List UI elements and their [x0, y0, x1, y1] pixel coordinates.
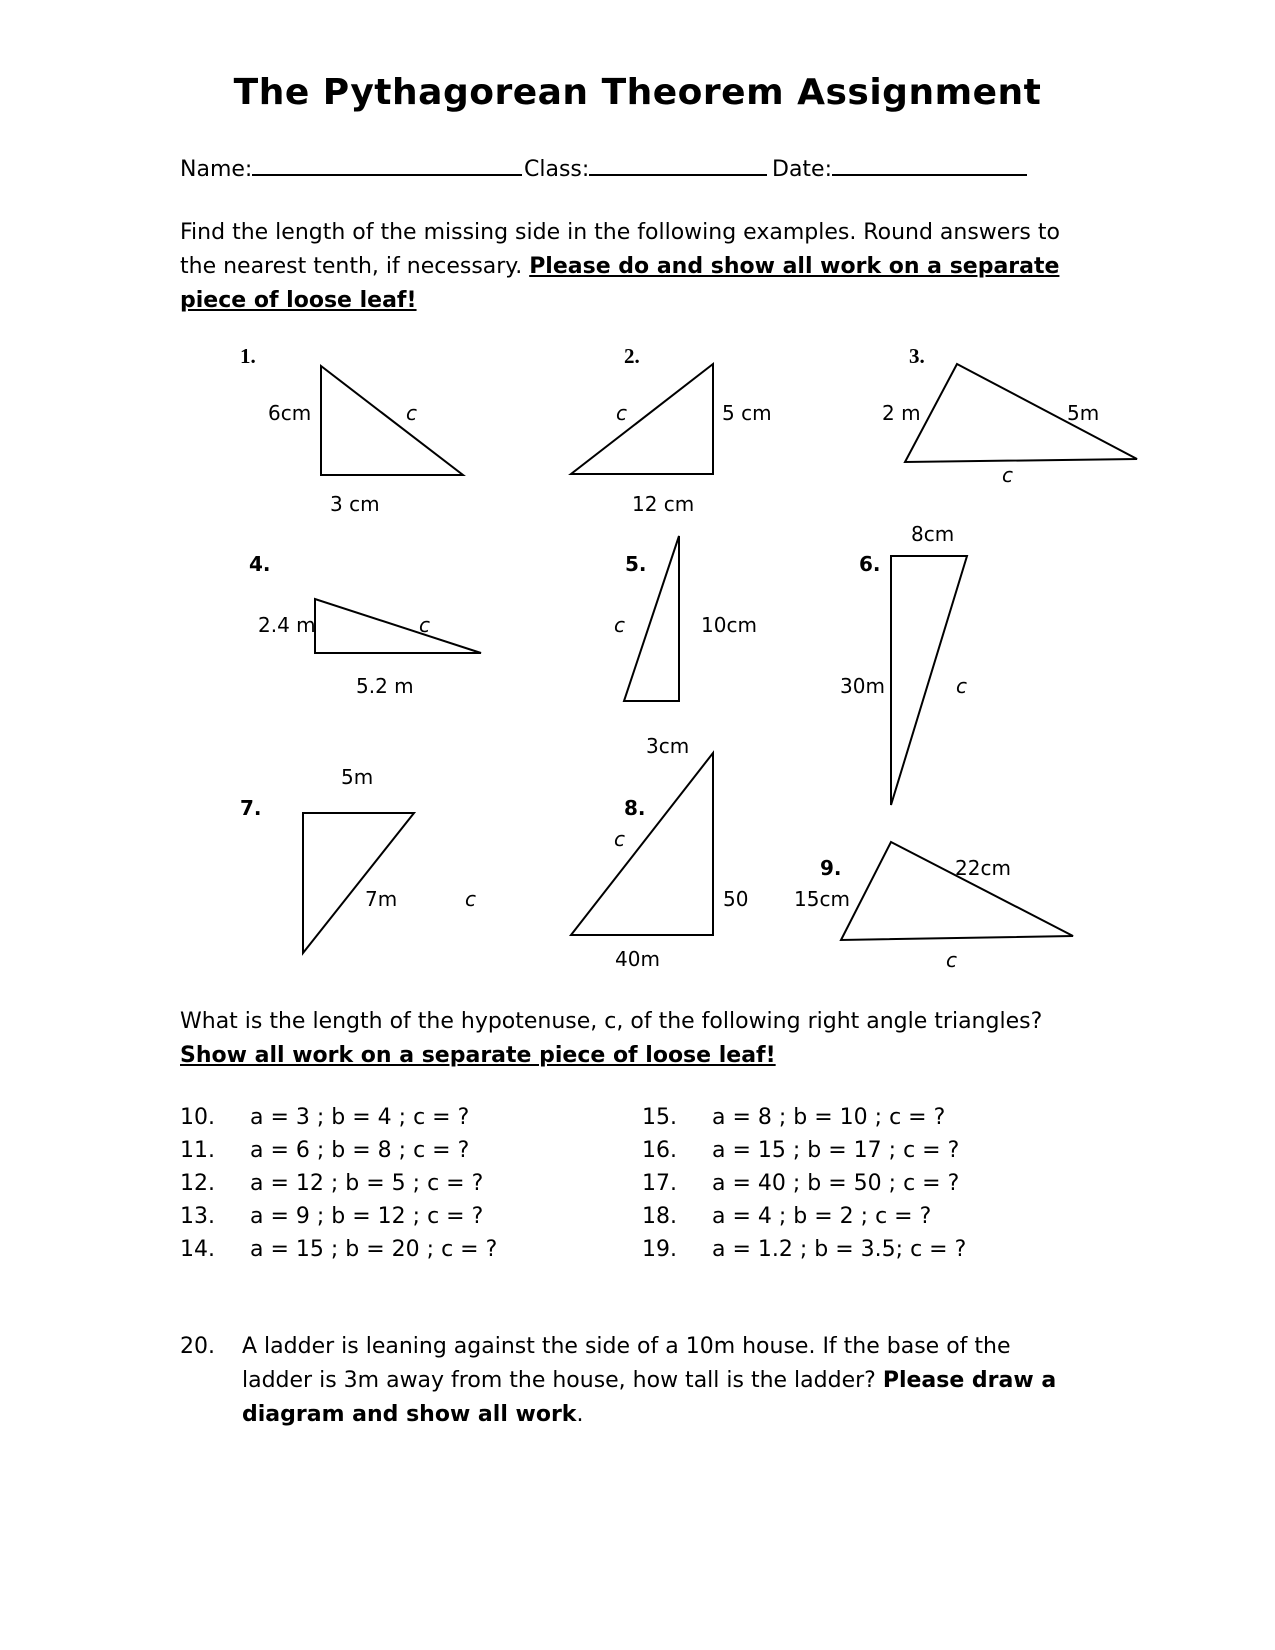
- triangle-5-hypotenuse: c: [614, 613, 625, 637]
- question-text: a = 12 ; b = 5 ; c = ?: [250, 1171, 484, 1196]
- triangle-2-side-b: 12 cm: [632, 492, 695, 516]
- question-number: 17.: [642, 1171, 677, 1196]
- triangle-1-side-b: 3 cm: [330, 492, 380, 516]
- triangle-2-side-a: 5 cm: [722, 401, 772, 425]
- class-label: Class:: [524, 157, 590, 182]
- triangle-3-side-c: c: [1002, 463, 1013, 487]
- question-number: 13.: [180, 1204, 215, 1229]
- word-problem-body: [242, 1330, 1060, 1432]
- triangle-6-side-b: 30m: [840, 674, 885, 698]
- triangle-9-side-a: 15cm: [794, 887, 850, 911]
- instructions-emphasis: Please do and show all work on a separate piece of loose leaf!: [180, 254, 1060, 313]
- question-number: 16.: [642, 1138, 677, 1163]
- triangle-5-side-a: 10cm: [701, 613, 757, 637]
- question-number: 11.: [180, 1138, 215, 1163]
- triangle-4-side-b: 5.2 m: [356, 674, 414, 698]
- triangle-9: [794, 842, 1073, 972]
- triangle-3-side-b: 5m: [1067, 401, 1100, 425]
- triangle-9-side-c: c: [946, 948, 957, 972]
- question-text: a = 9 ; b = 12 ; c = ?: [250, 1204, 484, 1229]
- question-number: 20.: [180, 1334, 215, 1359]
- triangle-8-number: 8.: [624, 796, 646, 820]
- triangle-5-side-b: 3cm: [646, 734, 690, 758]
- word-problem-emphasis: Please draw a diagram and show all work: [242, 1368, 1057, 1427]
- triangle-2: [571, 344, 772, 516]
- triangle-7-side-c: c: [465, 887, 476, 911]
- word-problem-text: A ladder is leaning against the side of a 10m house. If the base of the ladder is 3m away from the house, how tall is the ladder?: [242, 1334, 1011, 1393]
- name-label: Name:: [180, 157, 253, 182]
- triangle-6: [840, 522, 967, 805]
- question-number: 19.: [642, 1237, 677, 1262]
- triangle-2-shape: [571, 364, 713, 474]
- triangle-8-hypotenuse: c: [614, 827, 625, 851]
- triangle-1-number: 1.: [240, 344, 256, 368]
- hypotenuse-text: What is the length of the hypotenuse, c, of the following right angle triangles?: [180, 1009, 1043, 1034]
- page-title: The Pythagorean Theorem Assignment: [233, 72, 1042, 113]
- triangle-4: [249, 552, 481, 698]
- hypotenuse-emphasis: Show all work on a separate piece of loose leaf!: [180, 1043, 776, 1068]
- triangle-8-side-a: 50: [723, 887, 749, 911]
- triangle-2-hypotenuse: c: [616, 401, 627, 425]
- triangle-7-side-a: 5m: [341, 765, 374, 789]
- triangle-5: [614, 536, 757, 758]
- question-text: a = 15 ; b = 20 ; c = ?: [250, 1237, 498, 1262]
- question-text: a = 8 ; b = 10 ; c = ?: [712, 1105, 946, 1130]
- triangle-6-number: 6.: [859, 552, 881, 576]
- question-text: a = 40 ; b = 50 ; c = ?: [712, 1171, 960, 1196]
- triangle-3-shape: [905, 364, 1137, 462]
- question-text: a = 3 ; b = 4 ; c = ?: [250, 1105, 470, 1130]
- triangle-7: [240, 765, 476, 953]
- triangle-6-side-a: 8cm: [911, 522, 955, 546]
- word-problem-end: .: [576, 1402, 584, 1427]
- triangle-4-side-a: 2.4 m: [258, 613, 316, 637]
- hypotenuse-instructions: [180, 1005, 1060, 1073]
- triangle-3-side-a: 2 m: [882, 401, 921, 425]
- triangle-7-number: 7.: [240, 796, 262, 820]
- question-number: 15.: [642, 1105, 677, 1130]
- triangle-8-shape: [571, 753, 713, 935]
- question-20: [180, 1330, 1060, 1432]
- triangle-1-side-a: 6cm: [268, 401, 312, 425]
- triangle-9-number: 9.: [820, 856, 842, 880]
- triangle-7-shape: [303, 813, 414, 953]
- question-number: 10.: [180, 1105, 215, 1130]
- instructions-text: Find the length of the missing side in the following examples. Round answers to the nearest tenth, if necessary.: [180, 220, 1060, 279]
- triangle-1-hypotenuse: c: [406, 401, 417, 425]
- triangle-4-number: 4.: [249, 552, 271, 576]
- triangle-3-number: 3.: [909, 344, 925, 368]
- triangle-8: [571, 753, 748, 971]
- question-number: 18.: [642, 1204, 677, 1229]
- triangle-6-hypotenuse: c: [956, 674, 967, 698]
- question-text: a = 4 ; b = 2 ; c = ?: [712, 1204, 932, 1229]
- question-text: a = 15 ; b = 17 ; c = ?: [712, 1138, 960, 1163]
- triangle-9-side-b: 22cm: [955, 856, 1011, 880]
- triangle-7-side-b: 7m: [365, 887, 398, 911]
- question-number: 12.: [180, 1171, 215, 1196]
- triangle-1-shape: [321, 366, 463, 475]
- question-text: a = 1.2 ; b = 3.5; c = ?: [712, 1237, 967, 1262]
- date-label: Date:: [772, 157, 832, 182]
- question-number: 14.: [180, 1237, 215, 1262]
- triangle-2-number: 2.: [624, 344, 640, 368]
- triangle-1: [240, 344, 463, 516]
- triangle-3: [882, 344, 1137, 487]
- triangle-4-hypotenuse: c: [419, 613, 430, 637]
- triangle-8-side-b: 40m: [615, 947, 660, 971]
- triangle-4-shape: [315, 599, 481, 653]
- triangle-5-number: 5.: [625, 552, 647, 576]
- question-text: a = 6 ; b = 8 ; c = ?: [250, 1138, 470, 1163]
